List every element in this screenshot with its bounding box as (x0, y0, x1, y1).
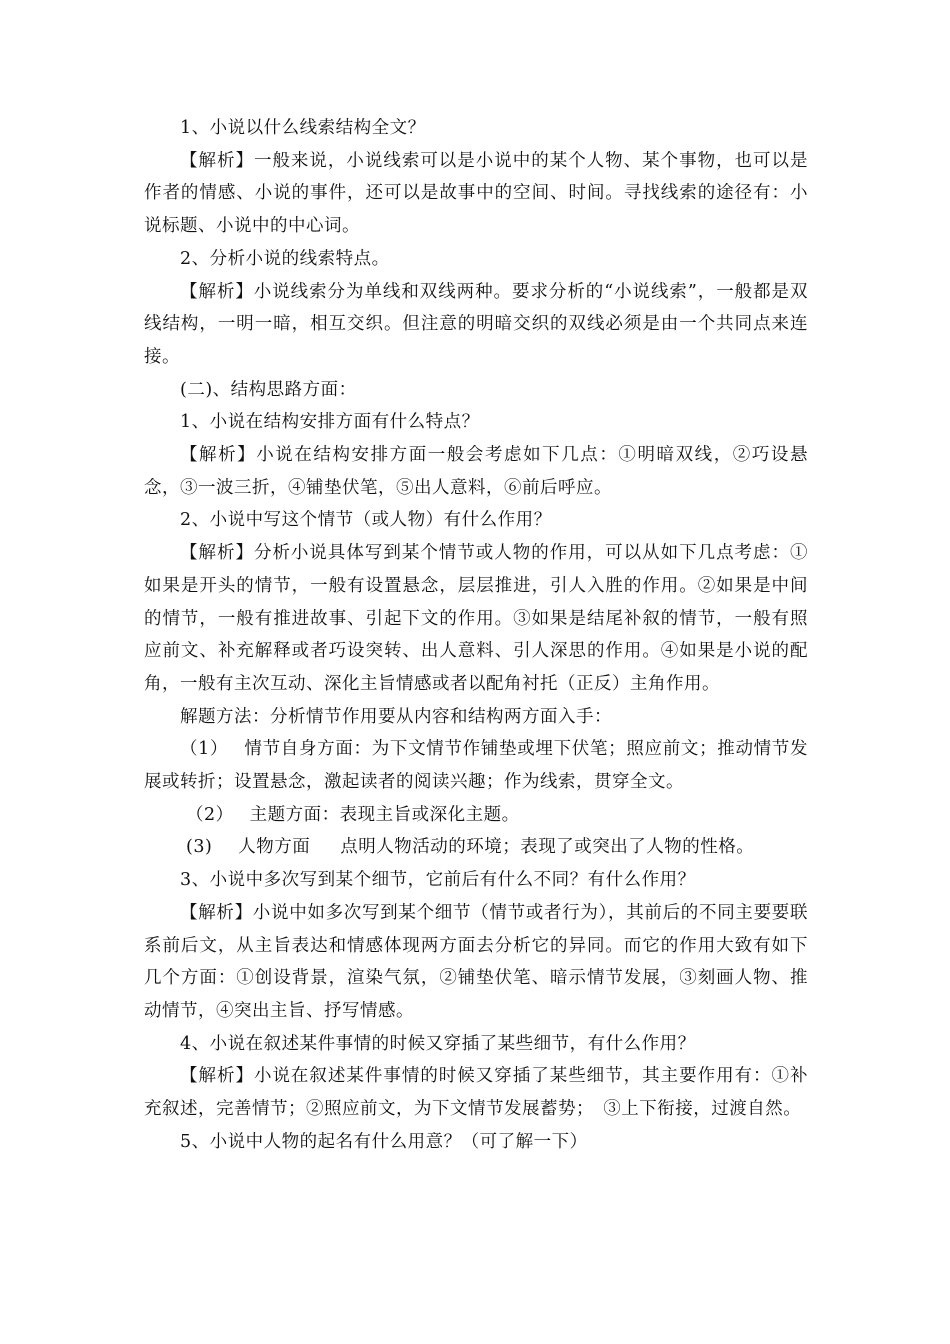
analysis-tag: 【解析】 (180, 543, 254, 564)
analysis-tag: 【解析】 (180, 902, 253, 923)
analysis-tag: 【解析】 (180, 281, 254, 302)
method-heading: 解题方法：分析情节作用要从内容和结构两方面入手： (180, 706, 612, 727)
analysis-1: 【解析】一般来说，小说线索可以是小说中的某个人物、某个事物，也可以是作者的情感、小说的事件，还可以是故事中的空间、时间。寻找线索的途径有：小说标题、小说中的中心词。 (144, 150, 809, 237)
item-number: (3) (186, 837, 213, 858)
analysis-5: 【解析】小说中如多次写到某个细节（情节或者行为），其前后的不同主要要联系前后文，从主旨表达和情感体现两方面去分析它的异同。而它的作用大致有如下几个方面：①创设背景，渲染气氛，②铺垫伏笔、暗示情节发展，③刻画人物、推动情节，④突出主旨、抒写情感。 (144, 902, 809, 1021)
analysis-3: 【解析】小说在结构安排方面一般会考虑如下几点：①明暗双线，②巧设悬念，③一波三折，④铺垫伏笔，⑤出人意料，⑥前后呼应。 (144, 445, 808, 498)
question-3: 1、小说在结构安排方面有什么特点？ (180, 412, 480, 433)
analysis-4: 【解析】分析小说具体写到某个情节或人物的作用，可以从如下几点考虑：①如果是开头的情节，一般有设置悬念，层层推进，引人入胜的作用。②如果是中间的情节，一般有推进故事、引起下文的作用。③如果是结尾补叙的情节，一般有照应前文、补充解释或者巧设突转、出人意料、引人深思的作用。④如果是小说的配角，一般有主次互动、深化主旨情感或者以配角衬托（正反）主角作用。 (144, 543, 809, 694)
item-number: （2） (186, 804, 234, 825)
question-5: 3、小说中多次写到某个细节，它前后有什么不同？有什么作用？ (180, 870, 696, 891)
question-7: 5、小说中人物的起名有什么用意？（可了解一下） (180, 1131, 588, 1152)
question-4: 2、小说中写这个情节（或人物）有什么作用？ (180, 510, 552, 531)
analysis-6: 【解析】小说在叙述某件事情的时候又穿插了某些细节，其主要作用有：①补充叙述，完善情节；②照应前文，为下文情节发展蓄势； ③上下衔接，过渡自然。 (144, 1066, 809, 1120)
question-6: 4、小说在叙述某件事情的时候又穿插了某些细节，有什么作用？ (180, 1033, 696, 1054)
analysis-2: 【解析】小说线索分为单线和双线两种。要求分析的“小说线索”，一般都是双线结构，一明一暗，相互交织。但注意的明暗交织的双线必须是由一个共同点来连接。 (144, 281, 808, 367)
question-2: 2、分析小说的线索特点。 (180, 248, 390, 269)
method-item-1: （1） 情节自身方面：为下文情节作铺垫或埋下伏笔；照应前文；推动情节发展或转折；设置悬念，激起读者的阅读兴趣；作为线索，贯穿全文。 (144, 739, 808, 793)
item-label: 人物方面 (238, 837, 311, 858)
analysis-tag: 【解析】 (180, 150, 254, 171)
analysis-tag: 【解析】 (180, 1066, 254, 1087)
item-number: （1） (180, 739, 229, 760)
method-item-2: （2） 主题方面：表现主旨或深化主题。 (186, 804, 520, 825)
method-item-3: (3) 人物方面 点明人物活动的环境；表现了或突出了人物的性格。 (186, 837, 755, 858)
analysis-tag: 【解析】 (180, 445, 257, 466)
section-heading: (二)、结构思路方面： (180, 379, 357, 400)
document-body (144, 112, 808, 1159)
question-1: 1、小说以什么线索结构全文？ (180, 118, 426, 138)
